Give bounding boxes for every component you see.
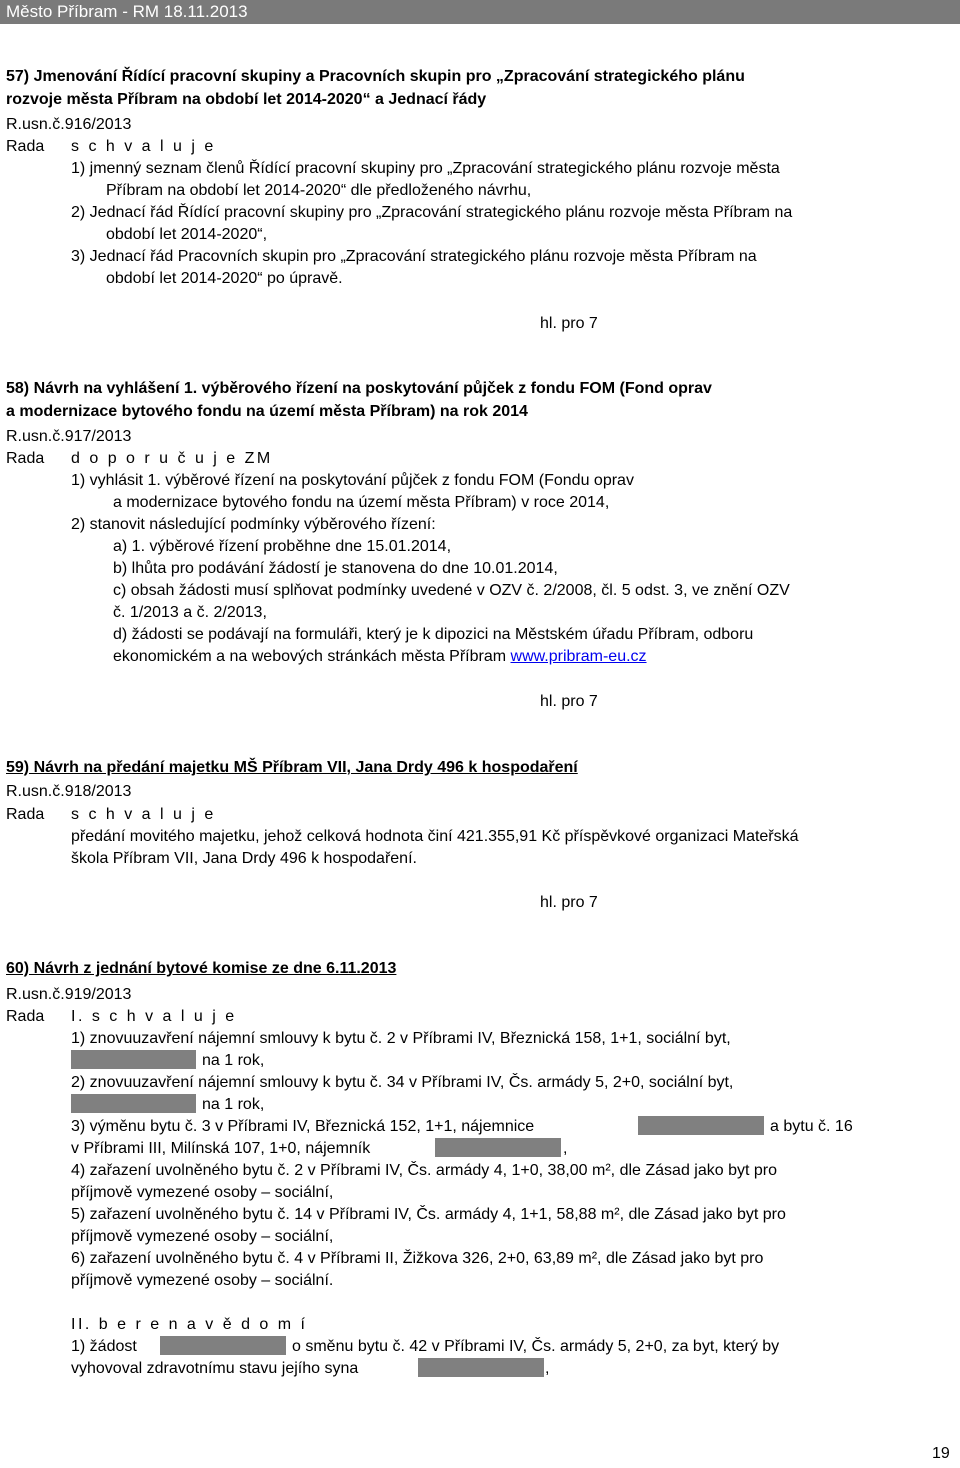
item59-action-approves: s c h v a l u j e (71, 806, 216, 823)
redaction-block (638, 1116, 764, 1135)
item60-point3-line1b: a bytu č. 16 (770, 1118, 853, 1135)
document-header-bar (0, 0, 960, 24)
item57-vote: hl. pro 7 (540, 315, 598, 332)
item58-vote: hl. pro 7 (540, 693, 598, 710)
redaction-block (435, 1138, 561, 1157)
item60-resolution-number: R.usn.č.919/2013 (6, 986, 132, 1003)
item58-point2: 2) stanovit následující podmínky výběrového řízení: (71, 516, 436, 533)
item60-note1-line2b: , (545, 1360, 550, 1377)
item58-condition-a: a) 1. výběrové řízení proběhne dne 15.01.2014, (113, 538, 452, 555)
item58-condition-b: b) lhůta pro podávání žádostí je stanovena do dne 10.01.2014, (113, 560, 558, 577)
item58-condition-c-line2: č. 1/2013 a č. 2/2013, (113, 604, 267, 621)
redaction-block (160, 1336, 286, 1355)
item60-title: 60) Návrh z jednání bytové komise ze dne 6.11.2013 (6, 960, 397, 977)
item58-title-line1: 58) Návrh na vyhlášení 1. výběrového řízení na poskytování půjček z fondu FOM (Fond oprav (6, 380, 712, 397)
redaction-block (71, 1094, 196, 1113)
item58-point1-line1: 1) vyhlásit 1. výběrové řízení na poskytování půjček z fondu FOM (Fondu oprav (71, 472, 634, 489)
item57-point1-line1: 1) jmenný seznam členů Řídící pracovní skupiny pro „Zpracování strategického plánu rozvoje města (71, 160, 780, 177)
item60-action-approves: I. s c h v a l u j e (71, 1008, 237, 1025)
item60-note1-line1b: o směnu bytu č. 42 v Příbrami IV, Čs. armády 5, 2+0, za byt, který by (292, 1338, 780, 1355)
item59-text-line2: škola Příbram VII, Jana Drdy 496 k hospodaření. (71, 850, 417, 867)
item58-condition-d-line2 (113, 647, 647, 667)
item60-point4-line1: 4) zařazení uvolněného bytu č. 2 v Příbrami IV, Čs. armády 4, 1+0, 38,00 m², dle Zásad jako byt pro (71, 1162, 777, 1179)
item60-point3-line2b: , (563, 1140, 568, 1157)
item60-note1-line1a: 1) žádost (71, 1338, 137, 1355)
item59-rada-label: Rada (6, 806, 45, 823)
item60-rada-label: Rada (6, 1008, 45, 1025)
redaction-block (71, 1050, 196, 1069)
item60-point1-line2: na 1 rok, (202, 1052, 265, 1069)
item59-resolution-number: R.usn.č.918/2013 (6, 783, 132, 800)
page-number: 19 (932, 1445, 950, 1462)
item59-title: 59) Návrh na předání majetku MŠ Příbram VII, Jana Drdy 496 k hospodaření (6, 759, 578, 776)
item58-condition-d-line1: d) žádosti se podávají na formuláři, který je k dipozici na Městském úřadu Příbram, odboru (113, 626, 754, 643)
item60-point4-line2: příjmově vymezené osoby – sociální, (71, 1184, 334, 1201)
item57-title-line2: rozvoje města Příbram na období let 2014-2020“ a Jednací řády (6, 91, 487, 108)
item57-rada-label: Rada (6, 138, 45, 155)
item57-point3-line1: 3) Jednací řád Pracovních skupin pro „Zpracování strategického plánu rozvoje města Příbram na (71, 248, 757, 265)
item57-point3-line2: období let 2014-2020“ po úpravě. (106, 270, 343, 287)
item60-point6-line2: příjmově vymezené osoby – sociální. (71, 1272, 334, 1289)
item59-vote: hl. pro 7 (540, 894, 598, 911)
item58-resolution-number: R.usn.č.917/2013 (6, 428, 132, 445)
item58-action-recommends: d o p o r u č u j e ZM (71, 450, 273, 467)
item60-point2-line2: na 1 rok, (202, 1096, 265, 1113)
item58-title-line2: a modernizace bytového fondu na území města Příbram) na rok 2014 (6, 403, 528, 420)
item58-condition-c-line1: c) obsah žádosti musí splňovat podmínky uvedené v OZV č. 2/2008, čl. 5 odst. 3, ve znění OZV (113, 582, 790, 599)
item57-resolution-number: R.usn.č.916/2013 (6, 116, 132, 133)
item57-point2-line2: období let 2014-2020“, (106, 226, 268, 243)
item60-point5-line1: 5) zařazení uvolněného bytu č. 14 v Příbrami IV, Čs. armády 4, 1+1, 58,88 m², dle Zásad jako byt pro (71, 1206, 786, 1223)
item60-note1-line2a: vyhovoval zdravotnímu stavu jejího syna (71, 1360, 359, 1377)
item60-action-takes-note: II. b e r e n a v ě d o m í (71, 1316, 308, 1333)
item60-point1-line1: 1) znovuuzavření nájemní smlouvy k bytu č. 2 v Příbrami IV, Březnická 158, 1+1, sociální byt, (71, 1030, 731, 1047)
item57-action-approves: s c h v a l u j e (71, 138, 216, 155)
item59-text-line1: předání movitého majetku, jehož celková hodnota činí 421.355,91 Kč příspěvkové organizaci Mateřská (71, 828, 799, 845)
document-header-title: Město Příbram - RM 18.11.2013 (6, 2, 248, 21)
item58-point1-line2: a modernizace bytového fondu na území města Příbram) v roce 2014, (113, 494, 610, 511)
city-website-link[interactable]: www.pribram-eu.cz (510, 648, 647, 665)
item57-title-line1: 57) Jmenování Řídící pracovní skupiny a Pracovních skupin pro „Zpracování strategického plánu (6, 68, 745, 85)
redaction-block (418, 1358, 544, 1377)
item60-point5-line2: příjmově vymezené osoby – sociální, (71, 1228, 334, 1245)
item58-rada-label: Rada (6, 450, 45, 467)
item60-point3-line1a: 3) výměnu bytu č. 3 v Příbrami IV, Březnická 152, 1+1, nájemnice (71, 1118, 535, 1135)
item58-condition-d-line2-text: ekonomickém a na webových stránkách města Příbram (113, 648, 507, 665)
item57-point2-line1: 2) Jednací řád Řídící pracovní skupiny pro „Zpracování strategického plánu rozvoje města Příbram na (71, 204, 793, 221)
item60-point6-line1: 6) zařazení uvolněného bytu č. 4 v Příbrami II, Žižkova 326, 2+0, 63,89 m², dle Zásad jako byt pro (71, 1250, 764, 1267)
item60-point2-line1: 2) znovuuzavření nájemní smlouvy k bytu č. 34 v Příbrami IV, Čs. armády 5, 2+0, sociální byt, (71, 1074, 734, 1091)
item57-point1-line2: Příbram na období let 2014-2020“ dle předloženého návrhu, (106, 182, 532, 199)
item60-point3-line2a: v Příbrami III, Milínská 107, 1+0, nájemník (71, 1140, 371, 1157)
